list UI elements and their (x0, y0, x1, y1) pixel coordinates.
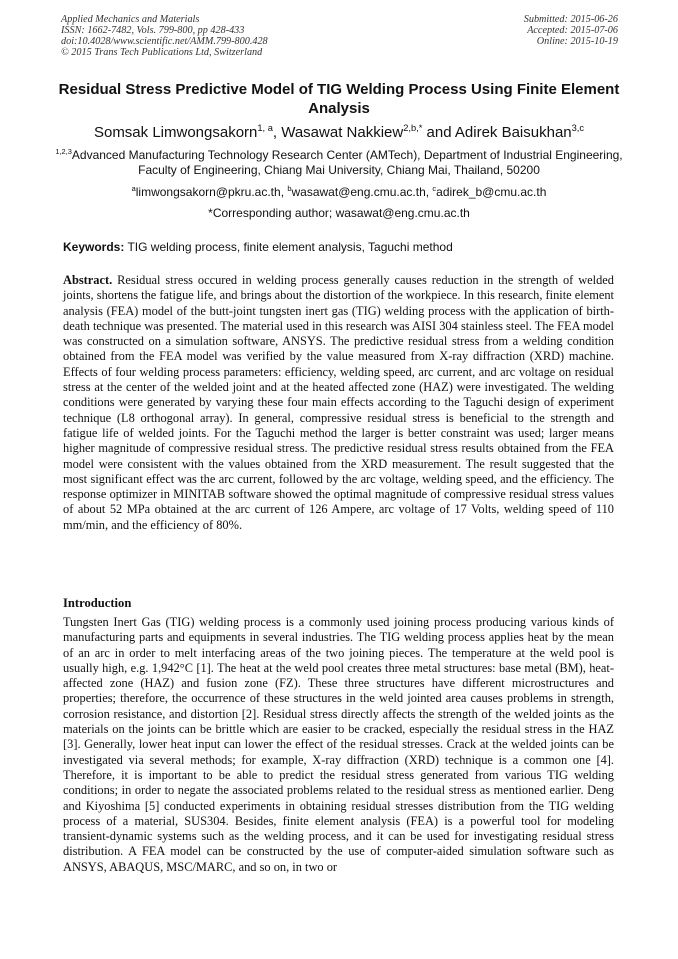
email-list (40, 185, 638, 200)
affiliation-mark: 1,2,3 (55, 147, 72, 156)
dates-header (524, 14, 618, 47)
journal-header (61, 14, 268, 58)
abstract-text: Residual stress occured in welding process generally causes reduction in the strength of welded joints, shortens the fatigue life, and brings about the distortion of the workpiece. In this research, finite element analysis (FEA) model of the butt-joint tungsten inert gas (TIG) welding process with the application of birth-death technique was presented. The material used in this research was AISI 304 stainless steel. The FEA model was constructed on a simulation software, ANSYS. The predictive residual stress from a welding condition obtained from the FEA model was verified by the value measured from X-ray diffraction (XRD) machine. Effects of four welding process parameters: efficiency, welding speed, arc current, and arc voltage on residual stress at the center of the welded joint and at the heated affected zone (HAZ) were investigated. The welding conditions were generated by varying these four main effects according to the Taguchi design of experiment technique (L8 orthogonal array). In general, compressive residual stress is beneficial to the strength and fatigue life of welded joints. For the Taguchi method the larger is better constraint was used; larger means higher magnitude of compressive residual stress. The predictive residual stress results obtained from the FEA model were consistent with the values obtained from the XRD measurement. The result suggested that the most significant effect was the arc current, followed by the arc voltage, welding speed, and the efficiency. The response optimizer in MINITAB software showed the optimal magnitude of compressive residual stress values of about 52 MPa obtained at the arc current of 126 Ampere, arc voltage of 17 Volts, welding speed of 110 mm/min, and the efficiency of 80%. (63, 273, 614, 532)
corresponding-author: *Corresponding author; wasawat@eng.cmu.ac.th (208, 206, 470, 220)
email-mark: b (287, 184, 292, 193)
introduction-text: Tungsten Inert Gas (TIG) welding process is a commonly used joining process producing various kinds of manufacturing parts and equipments in several industries. The TIG welding process applies heat by the mean of an arc in order to melt interfacing areas of the two joining pieces. The temperature at the weld pool is usually high, e.g. 1,942°C [1]. The heat at the weld pool creates three metal structures: base metal (BM), heat-affected zone (HAZ) and fusion zone (FZ). These three structures have different microstructures and properties; therefore, the occurrence of these structures in the weld jointed area causes problems in strength, corrosion resistance, and distortion [2]. Residual stress directly affects the strength of the welded joints as the materials on the joints can be brittle which are easier to be cracked, especially the residual stress in the HAZ [3]. Generally, lower heat input can lower the effect of the residual stresses. Crack at the welded joints can be investigated via several methods; for example, X-ray diffraction (XRD) technique is a common one [4]. Therefore, it is important to be able to predict the residual stress generated from various TIG welding conditions; in order to negate the associated problems related to the residual stress as mentioned earlier. Deng and Kiyoshima [5] conducted experiments in obtaining residual stresses distribution from the TIG welding process of a material, SUS304. Besides, finite element analysis (FEA) is a powerful tool for modeling transient-dynamic systems such as the welding process, and it can be used for investigating residual stress distribution. A FEA model can be constructed by the use of computer-aided simulation software such as ANSYS, ABAQUS, MSC/MARC, and so on, in two or (63, 615, 614, 874)
issn-line: ISSN: 1662-7482, Vols. 799-800, pp 428-433 (61, 25, 245, 36)
accepted-date: Accepted: 2015-07-06 (527, 25, 618, 36)
paper-title: Residual Stress Predictive Model of TIG Welding Process Using Finite Element Analysis (58, 81, 620, 117)
copyright-line: © 2015 Trans Tech Publications Ltd, Switzerland (61, 47, 263, 58)
email-link[interactable]: limwongsakorn@pkru.ac.th (135, 185, 281, 199)
email-mark: c (432, 184, 437, 193)
author-name: Wasawat Nakkiew (281, 124, 404, 141)
author-name: Somsak Limwongsakorn (93, 124, 258, 141)
affiliation (40, 148, 638, 178)
submitted-date: Submitted: 2015-06-26 (523, 14, 618, 25)
email-mark: a (131, 184, 136, 193)
author-name: Adirek Baisukhan (454, 124, 572, 141)
introduction-heading: Introduction (63, 596, 132, 610)
affiliation-text: Advanced Manufacturing Technology Research Center (AMTech), Department of Industrial Engineering, Faculty of Engineering, Chiang Mai University, Chiang Mai, Thailand, 50200 (71, 148, 623, 177)
keywords-text: TIG welding process, finite element analysis, Taguchi method (124, 240, 453, 254)
doi-line[interactable]: doi:10.4028/www.scientific.net/AMM.799-800.428 (61, 36, 268, 47)
author-list (20, 124, 658, 142)
author-conjunction: and (422, 124, 455, 141)
author-affiliation-mark: 2,b,* (403, 123, 423, 133)
online-date: Online: 2015-10-19 (536, 36, 618, 47)
keywords (63, 240, 623, 255)
author-affiliation-mark: 1, a (257, 123, 273, 133)
author-separator: , (272, 124, 282, 141)
email-link[interactable]: wasawat@eng.cmu.ac.th (291, 185, 426, 199)
abstract-label: Abstract. (63, 273, 113, 287)
email-link[interactable]: adirek_b@cmu.ac.th (436, 185, 547, 199)
journal-name: Applied Mechanics and Materials (61, 14, 200, 25)
email-separator: , (280, 185, 288, 199)
keywords-label: Keywords: (63, 240, 125, 254)
author-affiliation-mark: 3,c (571, 123, 585, 133)
email-separator: , (425, 185, 433, 199)
abstract (63, 273, 614, 533)
